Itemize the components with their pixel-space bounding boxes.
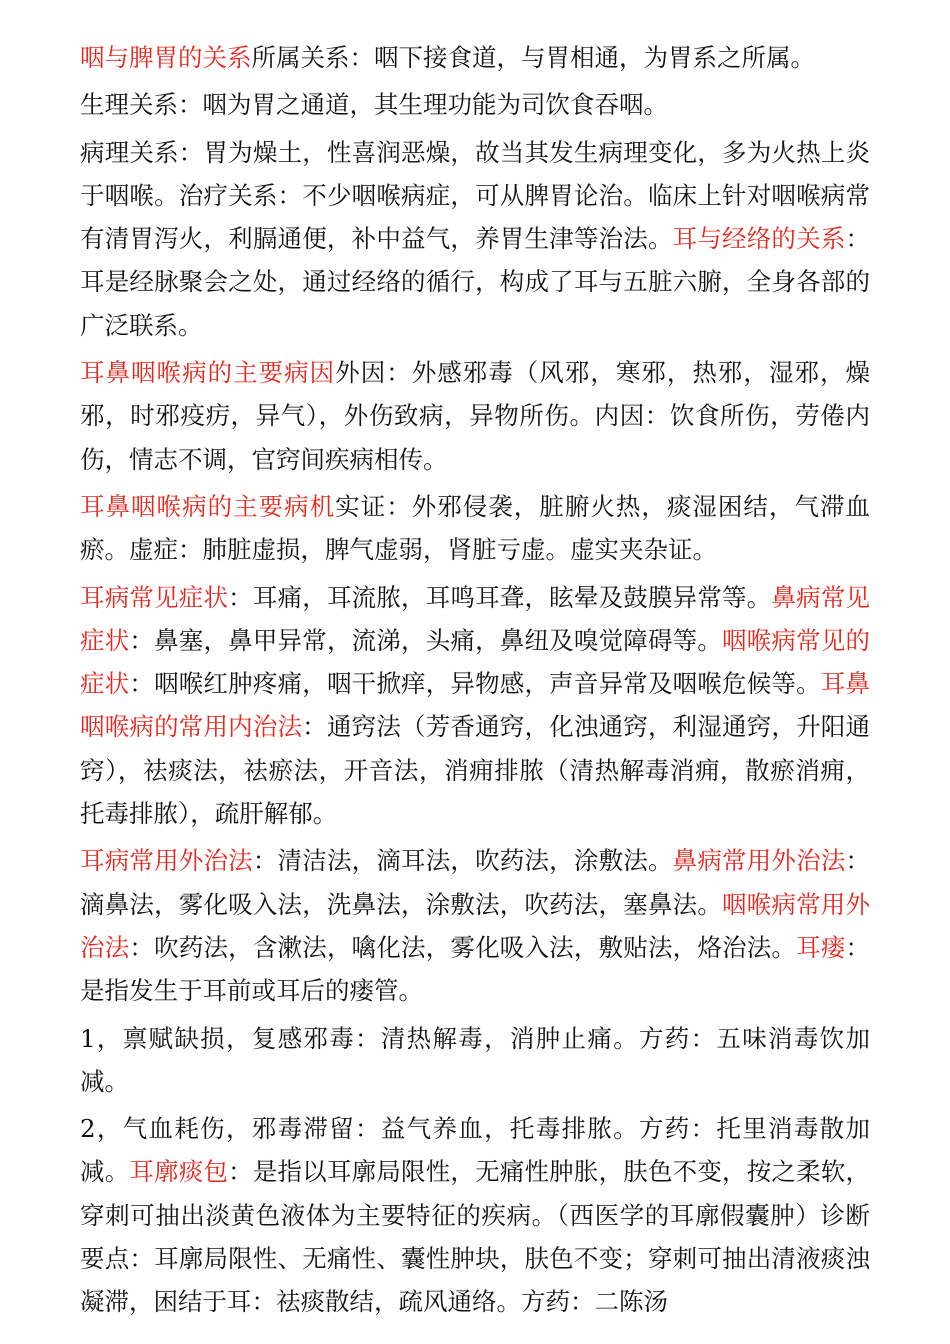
- body-text: ：清洁法，滴耳法，吹药法，涂敷法。: [252, 846, 673, 876]
- paragraph: [80, 485, 870, 572]
- body-text: ：是指发生于耳前或耳后的瘘管。: [80, 932, 871, 1006]
- section-heading: 耳病常用外治法: [80, 846, 253, 876]
- body-text: 所属关系：咽下接食道，与胃相通，为胃系之所属。: [251, 43, 815, 72]
- section-heading: 咽喉病常用外治法: [80, 889, 870, 962]
- paragraph: [80, 131, 870, 347]
- body-text: ：吹药法，含漱法，噙化法，雾化吸入法，敷贴法，烙治法。: [129, 932, 797, 962]
- paragraph: [80, 83, 870, 126]
- section-heading: 耳廓痰包: [129, 1157, 229, 1187]
- body-text: ：通窍法（芳香通窍，化浊通窍，利湿通窍，升阳通窍），祛痰法，祛瘀法，开音法，消痈排脓（清热解毒消痈，散瘀消痈，托毒排脓），疏肝解郁。: [80, 712, 871, 829]
- section-heading: 耳鼻咽喉病的主要病因: [80, 358, 336, 388]
- section-heading: 耳鼻咽喉病的主要病机: [80, 491, 336, 521]
- body-text: 实证：外邪侵袭，脏腑火热，痰湿困结，气滞血瘀。虚症：肺脏虚损，脾气虚弱，肾脏亏虚。虚实夹杂证。: [80, 491, 871, 565]
- paragraph: [80, 839, 870, 1012]
- section-heading: 耳病常见症状: [80, 582, 229, 612]
- paragraph: [80, 1017, 870, 1104]
- document-body: [80, 36, 870, 1328]
- section-heading: 鼻病常用外治法: [672, 846, 846, 876]
- paragraph: [80, 351, 870, 481]
- body-text: ：咽喉红肿疼痛，咽干掀痒，异物感，声音异常及咽喉危候等。: [129, 669, 821, 699]
- section-heading: 咽与脾胃的关系: [80, 43, 252, 72]
- body-text: 病理关系：胃为燥土，性喜润恶燥，故当其发生病理变化，多为火热上炎于咽喉。治疗关系：不少咽喉病症，可从脾胃论治。临床上针对咽喉病常有清胃泻火，利膈通便，补中益气，养胃生津等治法。: [80, 137, 870, 254]
- body-text: 外因：外感邪毒（风邪，寒邪，热邪，湿邪，燥邪，时邪疫疠，异气），外伤致病，异物所伤。内因：饮食所伤，劳倦内伤，情志不调，官窍间疾病相传。: [80, 358, 871, 474]
- body-text: 生理关系：咽为胃之通道，其生理功能为司饮食吞咽。: [80, 90, 668, 120]
- section-heading: 咽喉病常见的症状: [80, 625, 871, 699]
- body-text: ：耳是经脉聚会之处，通过经络的循行，构成了耳与五脏六腑，全身各部的广泛联系。: [80, 224, 871, 340]
- body-text: 1，禀赋缺损，复感邪毒：清热解毒，消肿止痛。方药：五味消毒饮加减。: [80, 1023, 870, 1096]
- body-text: ：鼻塞，鼻甲异常，流涕，头痛，鼻纽及嗅觉障碍等。: [129, 625, 723, 655]
- section-heading: 耳与经络的关系: [672, 224, 846, 254]
- paragraph: [80, 1107, 870, 1323]
- section-heading: 耳鼻咽喉病的常用内治法: [80, 669, 871, 742]
- paragraph: [80, 576, 870, 836]
- body-text: ：滴鼻法，雾化吸入法，洗鼻法，涂敷法，吹药法，塞鼻法。: [80, 846, 871, 919]
- section-heading: 耳瘘: [796, 932, 846, 962]
- body-text: ：是指以耳廓局限性，无痛性肿胀，肤色不变，按之柔软，穿刺可抽出淡黄色液体为主要特征的疾病。（西医学的耳廓假囊肿）诊断要点：耳廓局限性、无痛性、囊性肿块，肤色不变；穿刺可抽出清液痰浊凝滞，困结于耳：祛痰散结，疏风通络。方药：二陈汤: [80, 1157, 871, 1317]
- paragraph: [80, 36, 870, 79]
- section-heading: 鼻病常见症状: [80, 582, 871, 655]
- body-text: ：耳痛，耳流脓，耳鸣耳聋，眩晕及鼓膜异常等。: [228, 582, 772, 612]
- body-text: 2，气血耗伤，邪毒滞留：益气养血，托毒排脓。方药：托里消毒散加减。: [80, 1114, 870, 1187]
